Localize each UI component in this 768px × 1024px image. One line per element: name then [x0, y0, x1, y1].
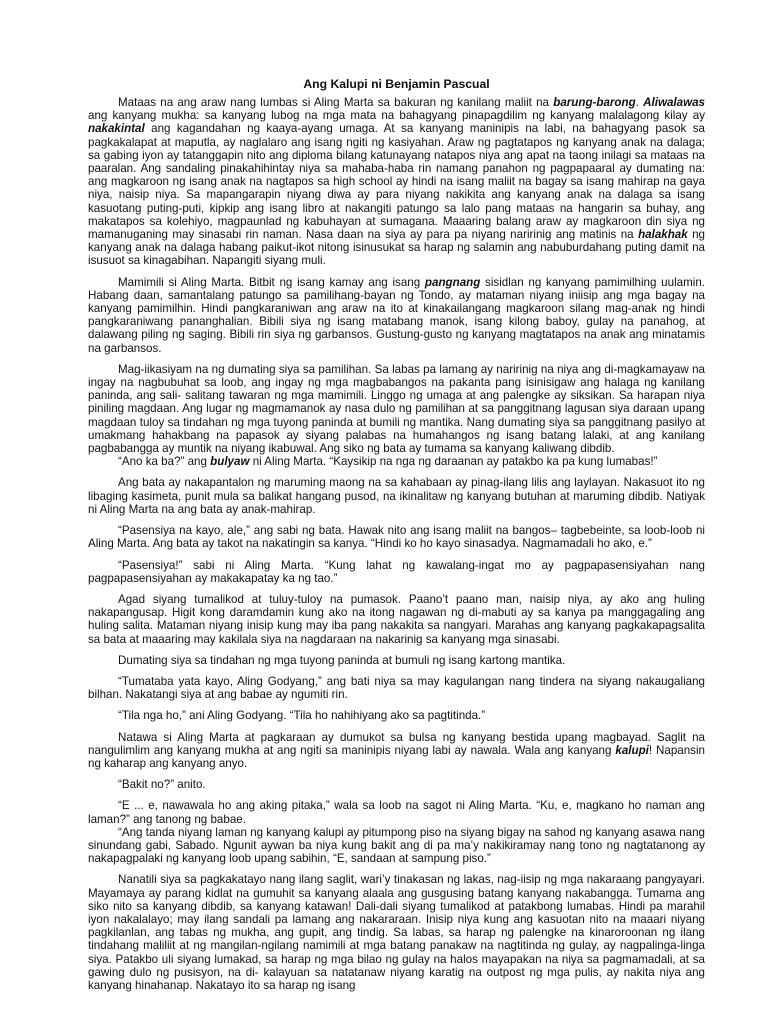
- emphasized-term: Aliwalawas: [643, 96, 705, 109]
- emphasized-term: pangnang: [424, 275, 481, 289]
- paragraph-text: “E ... e, nawawala ho ang aking pitaka,” wala sa loob na sagot ni Aling Marta. “Ku, e, magkano ho naman ang laman?” ang tanong ng babae.: [88, 799, 705, 826]
- paragraph: [88, 476, 705, 516]
- paragraph-text: “Ano ka ba?” ang: [118, 455, 211, 469]
- paragraph-text: ! Napansin ng kaharap ang kanyang anyo.: [88, 743, 705, 770]
- emphasized-term: barung-barong: [553, 96, 636, 109]
- paragraph-text: Mamimili si Aling Marta. Bitbit ng isang kamay ang isang: [118, 275, 425, 289]
- paragraph-text: “Pasensiya na kayo, ale,” ang sabi ng bata. Hawak nito ang isang maliit na bangos– tagbebeinte, sa loob-loob ni Aling Marta. Ang bata ay takot na nakatingin sa kanya. “Hindi ko ho kayo sinasadya. Nagmamadali ho ako, e.”: [88, 524, 705, 551]
- paragraph: [88, 455, 705, 468]
- paragraph: [88, 524, 705, 550]
- paragraph-text: “Pasensiya!” sabi ni Aling Marta. “Kung lahat ng kawalang-ingat mo ay pagpapasensiyahan nang pagpapasensiyahan ay makakapatay ka ng tao.”: [88, 558, 705, 585]
- document-title: Ang Kalupi ni Benjamin Pascual: [303, 77, 490, 91]
- paragraph-text: Dumating siya sa tindahan ng mga tuyong paninda at bumuli ng isang kartong mantika.: [118, 653, 566, 667]
- paragraph: [88, 799, 705, 825]
- paragraph-text: ni Aling Marta. “Kaysikip na nga ng daraanan ay patakbo ka pa kung lumabas!”: [249, 455, 658, 469]
- paragraph: [88, 731, 705, 771]
- emphasized-term: bulyaw: [210, 455, 250, 469]
- paragraph: [88, 593, 705, 646]
- paragraph-text: ang kagandahan ng kaaya-ayang umaga. At sa kanyang maninipis na labi, na bahagyang pasok sa pagkakalapat at maputla, ay naglalaro ang isang ngiti ng kasiyahan. Araw ng pagtatapos ng kanyang anak na dalaga; sa gabing iyon ay tatanggapin nito ang diploma bilang katunayang natapos niya ang apat na taong inilagi sa mataas na paaralan. Ang sandaling pinakahihintay niya sa mahaba-haba rin namang panahon ng pagpapaaral ay dumating na: ang magkaroon ng isang anak na nagtapos sa high school ay hindi na isang maliit na bagay sa isang mahirap na gaya niya, naisip niya. Sa mapangarapin niyang diwa ay para niyang nakikita ang kanyang anak na dalaga sa isang kasuotang puting-puti, kipkip ang isang libro at nakangiti patungo sa lalo pang mataas na hangarin sa buhay, ang makatapos sa kolehiyo, magpaunlad ng kabuhayan at sumagana. Maaaring balang araw ay magkaroon din siya ng mamanuganing may sinasabi rin naman. Nasa daan na siya ay para pa niyang naririnig ang matinis na: [88, 122, 705, 242]
- paragraph: [88, 276, 705, 355]
- emphasized-term: halakhak: [638, 228, 688, 242]
- paragraph: [88, 675, 705, 701]
- paragraph: [88, 96, 705, 268]
- paragraph-text: Nanatili siya sa pagkakatayo nang ilang saglit, wari’y tinakasan ng lakas, nag-iisip ng mga nakaraang pangyayari. Mayamaya ay parang kidlat na gumuhit sa kanyang alaala ang gusgusing batang kanyang nakabangga. Tumama ang siko nito sa kanyang dibdib, sa kanyang katawan! Dali-dali siyang tumalikod at patakbong lumabas. Hindi pa marahil iyon nakalalayo; may ilang sandali pa lamang ang nakararaan. Inisip niya kung ang kasuotan nito na maaari niyang pagkilanlan, ang tabas ng mukha, ang gupit, ang tindig. Sa labas, sa harap ng palengke na kinaroroonan ng ilang tindahang maliliit at ng mangilan-ngilang namimili at mga batang panakaw na nagtitinda ng gulay, ay nagpalinga-linga siya. Patakbo uli siyang lumakad, sa harap ng mga bilao ng gulay na halos mayapakan na niya sa pagmamadali, at sa gawing dulo ng pusisyon, na di- kalayuan sa natatanaw niyang karatig na outpost ng mga pulis, ay nakita niya ang kanyang hinahanap. Nakatayo ito sa harap ng isang: [88, 873, 705, 992]
- paragraph-text: Natawa si Aling Marta at pagkaraan ay dumukot sa bulsa ng kanyang bestida upang magbayad. Saglit na nangulimlim ang kanyang mukha at ang ngiti sa maninipis niyang labi ay nawala. Wala ang kanyang: [88, 730, 705, 757]
- emphasized-term: nakakintal: [88, 122, 145, 136]
- paragraph-text: “Ang tanda niyang laman ng kanyang kalupi ay pitumpong piso na siyang bigay na sahod ng kanyang asawa nang sinundang gabi, Sabado. Ngunit aywan ba niya kung bakit ang di pa ma’y nakikiramay nang tono ng nagtatanong ay nakapagpalaki ng kanyang loob upang sabihin, “E, sandaan at sampung piso.”: [88, 825, 705, 866]
- paragraph: [88, 654, 705, 667]
- paragraph: [88, 873, 705, 992]
- emphasized-term: kalupi: [615, 743, 649, 757]
- document-body: [88, 96, 705, 992]
- paragraph-text: ang kanyang mukha: sa kanyang lubog na mga mata na bahagyang pinapagdilim ng kanyang malalagong kilay ay: [88, 109, 705, 123]
- paragraph-text: “Tumataba yata kayo, Aling Godyang,” ang bati niya sa may kagulangan nang tindera na siyang nakaugaliang bilhan. Nakatangi siya at ang babae ay ngumiti rin.: [88, 674, 705, 702]
- paragraph: [88, 826, 705, 866]
- paragraph-text: Agad siyang tumalikod at tuluy-tuloy na pumasok. Paano’t paano man, naisip niya, ay ako ang huling nakapangusap. Higit kong daramdamin kung ako na itong nagawan ng di-mabuti ay sa kanya pa manggagaling ang huling salita. Mataman niyang inisip kung may iba pang nakakita sa nangyari. Marahas ang kanyang pagkakapagsalita sa bata at maaaring may kakilala siya na nagdaraan na nakarinig sa kanyang mga sinasabi.: [88, 592, 705, 646]
- paragraph-text: ng kanyang anak na dalaga habang paikut-ikot nitong isinusukat sa harap ng salamin ang nabuburdahang puting damit na isusuot sa kinagabihan. Napangiti siyang muli.: [88, 228, 705, 268]
- paragraph: [88, 709, 705, 722]
- paragraph-text: Ang bata ay nakapantalon ng maruming maong na sa kahabaan ay pinag-ilang lilis ang laylayan. Nakasuot ito ng libaging kasimeta, punit mula sa balikat hangang pusod, na ikinalitaw ng kanyang butuhan at maruming dibdib. Natiyak ni Aling Marta na ang bata ay anak-mahirap.: [88, 476, 705, 516]
- paragraph-text: .: [635, 96, 644, 109]
- paragraph-text: “Bakit no?” anito.: [118, 778, 206, 792]
- paragraph-text: sisidlan ng kanyang pamimilhing uulamin. Habang daan, samantalang patungo sa pamilihang-bayan ng Tondo, ay mataman niyang iniisip ang mga bagay na kanyang pamimilhin. Hindi pangkaraniwan ang araw na ito at kinakailangang magkaroon silang mag-anak ng hindi pangkaraniwang pananghalian. Bibili siya ng isang matabang manok, isang kilong baboy, gulay na panahog, at dalawang piling ng saging. Bibili rin siya ng garbansos. Gustung-gusto ng kanyang magtatapos na anak ang minatamis na garbansos.: [88, 275, 705, 355]
- paragraph: [88, 778, 705, 791]
- paragraph-text: Mataas na ang araw nang lumbas si Aling Marta sa bakuran ng kanilang maliit na: [118, 96, 554, 109]
- paragraph-text: Mag-iikasiyam na ng dumating siya sa pamilihan. Sa labas pa lamang ay naririnig na niya ang di-magkamayaw na ingay na nagbubuhat sa loob, ang ingay ng mga magbabangos na pakanta pang isinisigaw ang halaga ng kanilang paninda, ang sali- salitang tawaran ng mga mamimili. Linggo ng umaga at ang palengke ay siksikan. Sa harapan niya piniling magdaan. Ang lugar ng magmamanok ay nasa dulo ng pamilihan at sa panggitnang lagusan siya daraan upang magdaan tuloy sa tindahan ng mga tuyong paninda at bumili ng mantika. Nang dumating siya sa panggitnang pasilyo at umakmang hahakbang na papasok ay siyang palabas na humahangos ng isang batang lalaki, at ang kanilang pagbabangga ay muntik na niyang ikabuwal. Ang siko ng bata ay tumama sa kanyang kaliwang dibdib.: [88, 362, 705, 456]
- paragraph-text: “Tila nga ho,” ani Aling Godyang. “Tila ho nahihiyang ako sa pagtitinda.”: [118, 709, 486, 723]
- paragraph: [88, 559, 705, 585]
- paragraph: [88, 363, 705, 455]
